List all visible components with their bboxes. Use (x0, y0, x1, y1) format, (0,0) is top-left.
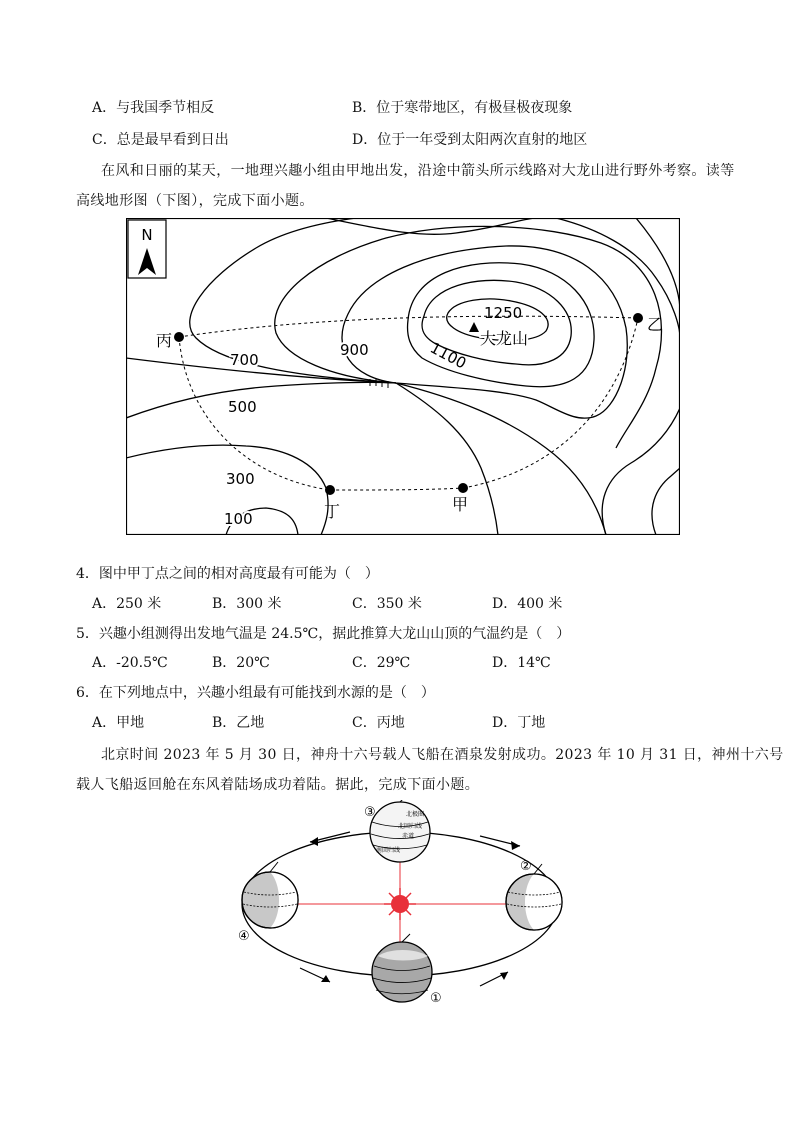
q5-option-b: B．20℃ (212, 655, 270, 671)
contour-label-700: 700 (230, 351, 259, 369)
q6-option-d: D．丁地 (492, 715, 546, 731)
q6-option-b: B．乙地 (212, 715, 265, 731)
q5-option-c: C．29℃ (352, 655, 411, 671)
place-label-yi: 乙 (647, 315, 664, 334)
q4-option-c: C．350 米 (352, 596, 422, 612)
point-bing (174, 332, 184, 342)
earth-orbit-figure (230, 800, 570, 1008)
globe-label-equator: 赤道 (402, 833, 415, 840)
globe-label-tropic-cancer: 北回归线 (398, 823, 423, 830)
contour-label-300: 300 (226, 470, 255, 488)
contour-label-1100: 1100 (427, 338, 470, 373)
point-ding (325, 485, 335, 495)
intro-paragraph-1-line2: 高线地形图（下图），完成下面小题。 (76, 193, 314, 209)
question-6-stem: 6．在下列地点中，兴趣小组最有可能找到水源的是（ ） (76, 685, 435, 701)
contour-label-900: 900 (340, 341, 369, 359)
contour-label-500: 500 (228, 398, 257, 416)
option-d: D．位于一年受到太阳两次直射的地区 (352, 132, 588, 148)
globe-position-2 (506, 864, 562, 930)
q4-option-d: D．400 米 (492, 596, 563, 612)
place-label-bing: 丙 (156, 331, 173, 350)
position-label-1: ① (430, 991, 442, 1006)
position-label-2: ② (520, 859, 532, 874)
position-label-3: ③ (364, 805, 376, 820)
contour-map (126, 218, 680, 535)
place-label-ding: 丁 (324, 502, 341, 521)
contour-label-100: 100 (224, 510, 253, 528)
option-a: A．与我国季节相反 (92, 100, 215, 116)
sun-icon (384, 888, 416, 920)
q6-option-a: A．甲地 (92, 715, 145, 731)
globe-label-tropic-capricorn: 南回归线 (376, 847, 401, 854)
option-c: C．总是最早看到日出 (92, 132, 229, 148)
globe-label-arctic: 北极圈 (406, 811, 425, 818)
option-b: B．位于寒带地区，有极昼极夜现象 (352, 100, 573, 116)
intro-paragraph-1-line1: 在风和日丽的某天，一地理兴趣小组由甲地出发，沿途中箭头所示线路对大龙山进行野外考察。读等 (101, 163, 735, 179)
point-yi (633, 313, 643, 323)
north-label: N (141, 226, 153, 244)
question-4-stem: 4．图中甲丁点之间的相对高度最有可能为（ ） (76, 566, 379, 582)
mountain-label: 大龙山 (480, 329, 529, 348)
q5-option-d: D．14℃ (492, 655, 551, 671)
point-jia (458, 483, 468, 493)
q6-option-c: C．丙地 (352, 715, 405, 731)
globe-position-3 (370, 800, 430, 862)
q4-option-b: B．300 米 (212, 596, 282, 612)
place-label-jia: 甲 (452, 495, 469, 514)
q5-option-a: A．-20.5℃ (92, 655, 168, 671)
globe-position-4 (242, 862, 298, 928)
question-5-stem: 5．兴趣小组测得出发地气温是 24.5℃，据此推算大龙山山顶的气温约是（ ） (76, 626, 571, 642)
globe-position-1 (372, 934, 432, 1002)
intro-paragraph-2-line1: 北京时间 2023 年 5 月 30 日，神舟十六号载人飞船在酒泉发射成功。2023 年 10 月 31 日，神州十六号 (101, 747, 784, 763)
intro-paragraph-2-line2: 载人飞船返回舱在东风着陆场成功着陆。据此，完成下面小题。 (76, 777, 480, 793)
position-label-4: ④ (238, 929, 250, 944)
contour-label-1250: 1250 (484, 304, 523, 322)
q4-option-a: A．250 米 (92, 596, 162, 612)
